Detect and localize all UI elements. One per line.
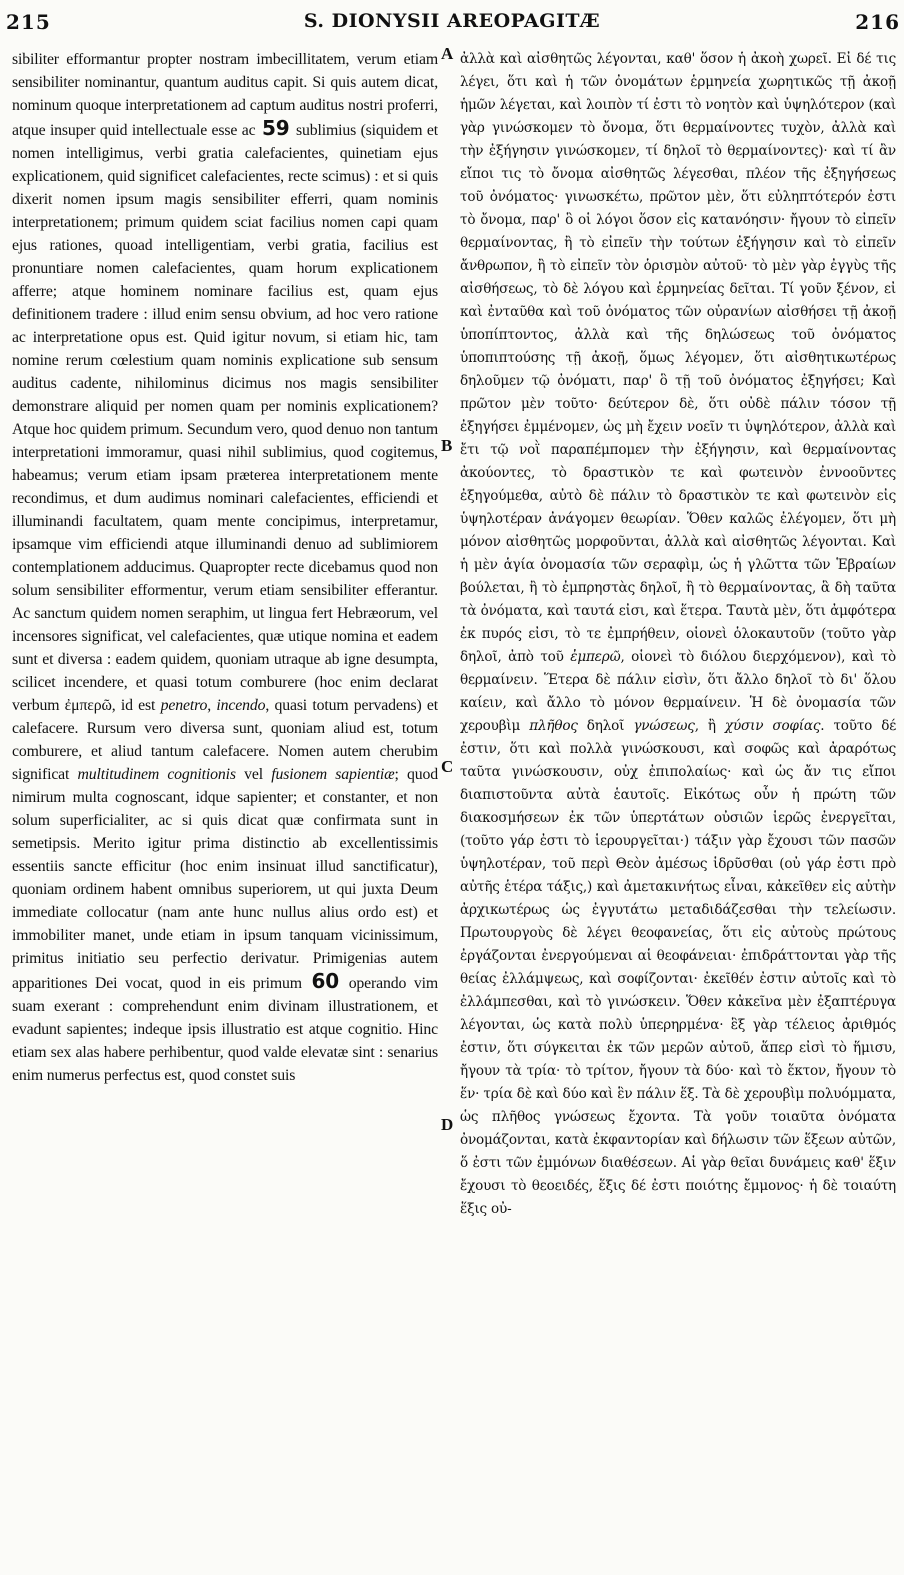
latin-text [12, 48, 438, 1087]
latin-italic: fusionem sapientiæ [271, 766, 395, 783]
latin-text-part: sibiliter efformantur propter nostram imbecillitatem, verum etiam sensibiliter nominantur, quantum auditus capit. Si quis autem dicat, nominum quoque interpretationem ad captum auditus nostri proferri, atque insuper quid intellectuale esse ac [12, 51, 438, 139]
greek-text-part: , ἢ [694, 718, 716, 734]
section-marker-a: A [441, 44, 454, 63]
page-header [0, 0, 904, 40]
latin-text-part: sublimius (siquidem et nomen intelligimus, verbi gratia calefacientes, quinetiam ejus explicationem, quid significet calefacientes, recte scimus) : et si quis dixerit nomen ipsum magis sensibiliter efferri, quam nominis interpretationem; primum quidem sciat facilius nomen capi quam ejus rationes, quoad intelligentiam, verbi gratia, facilius est pronuntiare nomen calefacientes, quam horum explicationem afferre; atque hominem nominare facilius est, quam ejus definitionem tradere : illud enim sensu obvium, ad hoc vero ratione ac interpretatione opus est. Quid igitur novum, si etiam hic, tam nomine rerum cœlestium quam nominis explicatione sub sensum auditus cadente, nihilominus dicimus nos magis sensibiliter demonstrare aliquid per nomen quam per nominis explicationem? Atque hoc quidem primum. Secundum vero, quod denuo non tantum interpretationi immoramur, quasi nihil sublimius, quod cogitemus, habeamus; verum etiam ipsam præterea interpretationem mente recondimus, et dum audimus nominari calefacientes, efficiendi et illuminandi facultatem, quam mente concipimus, interpretamur, ipsamque vim efficiendi atque illuminandi denuo ad sublimiorem contemplationem adducimus. Quapropter recte dicebamus quod non solum sensibiliter efformentur, verum etiam sensibiliter efferantur. Ac sanctum quidem nomen seraphim, ut lingua fert Hebræorum, vel incensores significat, vel calefacientes, quæ utique nomina et eadem sunt et diversa : eadem quidem, quoniam utraque ab igne desumpta, scilicet incendere, et quasi totum comburere (hoc enim declarat verbum ἐμπερῶ, id est [12, 122, 438, 714]
section-marker-d: D [441, 1115, 454, 1134]
section-marker-c: C [441, 757, 454, 776]
latin-column [12, 48, 438, 1568]
page-number-left: 215 [6, 10, 51, 34]
running-title: S. DIONYSII AREOPAGITÆ [303, 10, 601, 32]
greek-text-part: , οἱονεὶ τὸ διόλου διερχόμενον), καὶ τὸ θερμαίνειν. Ἕτερα δὲ πάλιν εἰσὶν, ὅτι ἄλλο δηλοῖ τὸ δι' ὅλου καίειν, καὶ ἄλλο τὸ μόνον θερμαίνειν. Ἡ δὲ ὀνομασία τῶν χερουβὶμ [460, 649, 896, 734]
latin-text-part: , [207, 697, 212, 714]
greek-text-part: . τοῦτο δέ ἐστιν, ὅτι καὶ πολλὰ γινώσκουσι, καὶ σοφῶς καὶ ἀραρότως ταῦτα γινώσκουσιν, οὐχ ἐπιπολαίως· καὶ ὡς ἄν τις εἴποι διαπιστοῦντα αὐτὰ ἑαυτοῖς. Εἰκότως οὖν ἡ πρώτη τῶν διακοσμήσεων ἐκ τῶν ὑπερτάτων οὐσιῶν ἱερῶς ἐνεργεῖται, (τοῦτο γάρ ἐστι τὸ ἱερουργεῖται·) τάξιν γὰρ ἔχουσι τῶν πασῶν ὑψηλοτέραν, τοῦ περὶ Θεὸν ἀμέσως ἱδρῦσθαι (οὐ γάρ ἐστι πρὸ αὐτῆς ἑτέρα τάξις,) καὶ ἀμετακινήτως εἶναι, κἀκεῖθεν εἰς αὐτὴν ἀρχικωτέρως ὡς ἐγγυτάτω μεταδιδάζεσθαι τὴν τελείωσιν. Πρωτουργοὺς δὲ λέγει θεοφανείας, ὅτι εἰς αὐτοὺς πρώτους ἐργάζονται ἐνεργούμεναι αἱ θεοφάνειαι· ἐπιδράττονται γὰρ τῆς θείας ἐλλάμψεως, καὶ σοφίζονται· ἐκεῖθέν ἐστιν αὐτοῖς καὶ τὸ ἐλλάμπεσθαι, καὶ τὸ γινώσκειν. Ὅθεν κἀκεῖνα μὲν ἐξαπτέρυγα λέγονται, ὡς κατὰ πολὺ ὑπερηρμένα· ἓξ γὰρ τέλειος ἀριθμός ἐστιν, ὅτι σύγκειται ἐκ τῶν μερῶν αὐτοῦ, ἅπερ εἰσὶ τὸ ἥμισυ, ἤγουν τὰ τρία· τὸ τρίτον, ἤγουν τὰ δύο· καὶ τὸ ἕκτον, ἤγουν τὸ ἕν· τρία δὲ καὶ δύο καὶ ἓν πάλιν ἕξ. Τὰ δὲ χερουβὶμ πολυόμματα, ὡς πλῆθος γνώσεως ἔχοντα. Τὰ γοῦν τοιαῦτα ὀνόματα ὀνομάζονται, κατὰ ἐκφαντορίαν καὶ δήλωσιν τῶν ἕξεων αὐτῶν, ὅ ἐστι τῶν ἐμμόνων διαθέσεων. Αἱ γὰρ θεῖαι δυνάμεις καθ' ἕξιν ἔχουσι τὸ θεοειδές, ἕξις δέ ἐστι ποιότης ἔμμονος· ἡ δὲ τοιαύτη ἕξις οὐ- [460, 718, 896, 1217]
greek-italic: πλῆθος [529, 718, 578, 734]
latin-text-part: , quasi totum pervadens) et calefacere. Rursum vero diversa sunt, quoniam aliud est, totum comburere, et aliud tantum calefacere. Nomen autem cherubim significat [12, 697, 438, 783]
page-number-right: 216 [855, 10, 900, 34]
column-number-60: 60 [311, 969, 340, 993]
column-number-59: 59 [261, 116, 290, 140]
latin-text-part: operando vim suam exerant : comprehendunt enim divinam illustrationem, et evadunt sapientes; indeque ipsis illustratio est atque cognitio. Hinc etiam sex alas habere perhibentur, quod valde elevatæ sint : senarius enim numerus perfectus est, quod constet suis [12, 975, 438, 1084]
latin-italic: incendo [216, 697, 266, 714]
greek-italic: χύσιν σοφίας [724, 718, 821, 734]
latin-italic: multitudinem cognitionis [77, 766, 236, 783]
greek-text-part: δηλοῖ [586, 718, 625, 734]
greek-italic: ἐμπερῶ [570, 649, 621, 665]
greek-italic: γνώσεως [633, 718, 695, 734]
section-marker-b: B [441, 436, 453, 455]
greek-text [460, 48, 896, 1221]
latin-text-part: ; quod nimirum multa cognoscant, idque sapienter; et constanter, et non solum superficialiter, ac si quis dicat quæ confirmata sunt in semetipsis. Merito igitur prima distinctio ab excellentissimis essentiis sancte efficitur (hoc enim insinuat illud sanctificatur), quoniam ordinem habent omnibus superiorem, ut qui juxta Deum immediate collocatur (nam ante hunc nullus alius ordo est) et immobiliter manet, unde etiam in ipsum tanquam vicinissimum, primitus initiatio seu perfectio derivatur. Primigenias autem apparitiones Dei vocat, quod in eis primum [12, 766, 438, 992]
latin-text-part: vel [244, 766, 263, 783]
latin-italic: penetro [160, 697, 208, 714]
greek-column [460, 48, 896, 1568]
greek-text-part: ἀλλὰ καὶ αἰσθητῶς λέγονται, καθ' ὅσον ἡ ἀκοὴ χωρεῖ. Εἰ δέ τις λέγει, ὅτι καὶ ἡ τῶν ὀνομάτων ἑρμηνεία χωρητικῶς τῇ ἀκοῇ ἡμῶν λέγεται, καὶ λοιπὸν τί ἐστι τὸ νοητὸν καὶ ὑψηλότερον (καὶ γὰρ γινώσκομεν τὸ ὄνομα, ὅτι θερμαίνοντες τυχὸν, ἀλλὰ καὶ τὴν ἐξήγησιν γινώσκομεν, τί δηλοῖ τὸ θερμαίνοντες)· καὶ τί ἂν εἴποι τις τὸ ὄνομα αἰσθητῶς λέγεσθαι, πλέον τῆς ἐξηγήσεως τοῦ ὀνόματος· γινωσκέτω, πρῶτον μὲν, ὅτι εὐληπτότερόν ἐστι τὸ ὄνομα, παρ' ὃ οἱ λόγοι ὅσον εἰς κατανόησιν· ἤγουν τὸ εἰπεῖν θερμαίνοντας, ἢ τὸ εἰπεῖν τὴν τούτων ἐξήγησιν καὶ τὸ εἰπεῖν ἄνθρωπον, ἢ τὸ εἰπεῖν τὸν ὁρισμὸν αὐτοῦ· τὸ μὲν γὰρ ἐγγὺς τῆς αἰσθήσεως, τὸ δὲ λόγου καὶ ἑρμηνείας δεῖται. Τί γοῦν ξένον, εἰ καὶ ἐνταῦθα καὶ τοῦ ὀνόματος τῶν οὐρανίων αἰσθήσει τῇ ἀκοῇ ὑποπίπτοντος, ἀλλὰ καὶ τῆς δηλώσεως τοῦ ὀνόματος ὑποπιπτούσης τῇ ἀκοῇ, ὅμως λέγομεν, ὅτι αἰσθητικωτέρως δηλοῦμεν τῷ ὀνόματι, παρ' ὃ τῇ τοῦ ὀνόματος ἐξηγήσει; Καὶ πρῶτον μὲν τοῦτο· δεύτερον δὲ, ὅτι οὐδὲ πάλιν τόσον τῇ ἐξηγήσει ἐμμένομεν, ὡς μὴ ἔχειν νοεῖν τι ὑψηλότερον, ἀλλὰ καὶ ἔτι τῷ νοῒ παραπέμπομεν τὴν ἐξήγησιν, καὶ θερμαίνοντας ἀκούοντες, τὸ δραστικὸν τε καὶ φωτεινὸν ἐννοοῦντες ἐξηγούμεθα, αὐτὸ δὲ πάλιν τὸ δραστικὸν τε καὶ φωτεινὸν εἰς ὑψηλοτέραν ἀνάγομεν θεωρίαν. Ὅθεν καλῶς ἐλέγομεν, ὅτι μὴ μόνον αἰσθητῶς μορφοῦνται, ἀλλὰ καὶ αἰσθητῶς λέγονται. Καὶ ἡ μὲν ἁγία ὀνομασία τῶν σεραφὶμ, ὡς ἡ γλῶττα τῶν Ἑβραίων βούλεται, ἢ τὸ ἐμπρηστὰς δηλοῖ, ἢ τὸ θερμαίνοντας, ἃ δὴ ταῦτα τὰ ὀνόματα, καὶ ταυτά εἰσι, καὶ ἕτερα. Ταυτὰ μὲν, ὅτι ἀμφότερα ἐκ πυρός εἰσι, τὸ τε ἐμπρήθειν, οἱονεὶ ὁλοκαυτοῦν (τοῦτο γὰρ δηλοῖ, ἀπὸ τοῦ [460, 51, 896, 665]
